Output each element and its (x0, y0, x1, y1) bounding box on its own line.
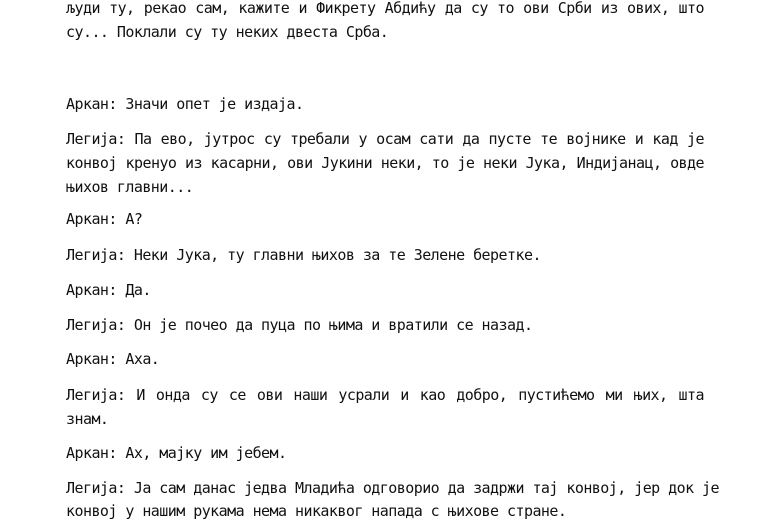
text-line: конвој у нашим рукама нема никаквог напада с њихове стране. (66, 502, 567, 520)
text-line: Легија: Неки Јука, ту главни њихов за те Зелене беретке. (66, 246, 541, 264)
text-line: Легија: И онда су се ови наши усрали и као добро, пустићемо ми њих, шта (66, 386, 704, 404)
text-line: Легија: Ја сам данас једва Младића одговорио да задржи тај конвој, јер док је (66, 479, 720, 497)
text-line: конвој кренуо из касарни, ови Јукини неки, то је неки Јука, Индијанац, овде (66, 154, 704, 172)
text-line: Аркан: А? (66, 210, 143, 228)
text-line: су... Поклали су ту неких двеста Срба. (66, 23, 389, 41)
text-line: знам. (66, 410, 109, 428)
text-line: Легија: Он је почео да пуца по њима и вратили се назад. (66, 316, 533, 334)
text-line: Аркан: Да. (66, 281, 151, 299)
text-line: њихов главни... (66, 178, 194, 196)
text-line: Аркан: Ах, мајку им јебем. (66, 444, 287, 462)
text-line: људи ту, рекао сам, кажите и Фикрету Абдићу да су то ови Срби из ових, што (66, 0, 704, 17)
text-line: Легија: Па ево, јутрос су требали у осам сати да пусте те војнике и кад је (66, 130, 704, 148)
text-line: Аркан: Аха. (66, 350, 160, 368)
text-line: Аркан: Значи опет је издаја. (66, 95, 304, 113)
